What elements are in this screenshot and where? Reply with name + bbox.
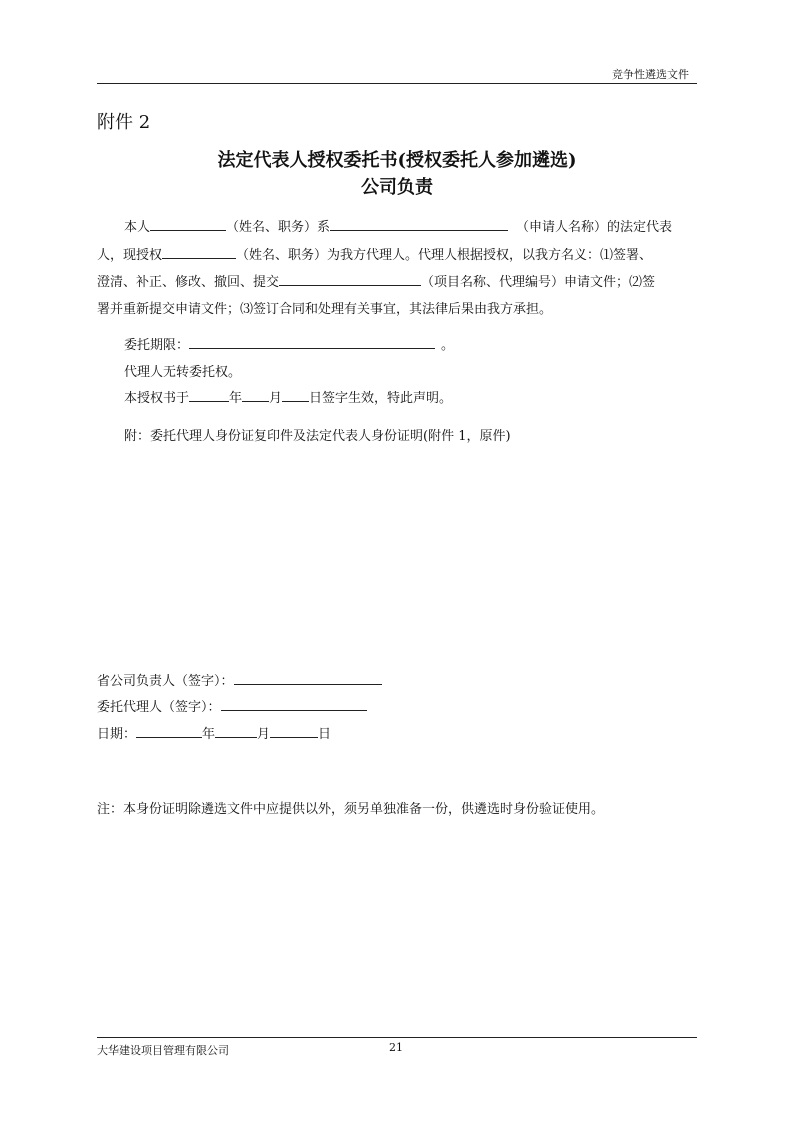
- date-label: 日期：: [97, 727, 137, 742]
- text: 人，现授权: [97, 248, 163, 263]
- project-name-blank: [279, 273, 421, 286]
- date-line: [97, 723, 331, 742]
- footer-rule: [97, 1037, 697, 1038]
- text: 月: [269, 391, 283, 406]
- agent-signature-line: [97, 696, 367, 715]
- no-transfer-line: 代理人无转委托权。: [124, 365, 242, 380]
- attachment-note: 附：委托代理人身份证复印件及法定代表人身份证明(附件 1，原件): [124, 429, 511, 444]
- text: （项目名称、代理编号）申请文件；⑵签: [421, 275, 656, 290]
- head-signature-label: 省公司负责人（签字）：: [97, 674, 234, 689]
- paragraph-line-1: [124, 216, 672, 235]
- text: （申请人名称）的法定代表: [516, 220, 673, 235]
- paragraph-line-3: [97, 271, 655, 290]
- header-rule: [97, 83, 697, 84]
- text: 本授权书于: [124, 391, 190, 406]
- year-blank: [189, 389, 229, 402]
- text: （姓名、职务）系: [226, 220, 331, 235]
- agent-signature-blank: [221, 698, 367, 711]
- date-month-blank: [215, 725, 257, 738]
- date-year-blank: [136, 725, 202, 738]
- attachment-label: 附件 2: [97, 112, 151, 133]
- header-right-text: 竞争性遴选文件: [612, 68, 689, 81]
- footer-company: 大华建设项目管理有限公司: [97, 1044, 229, 1057]
- term-blank: [189, 336, 435, 349]
- head-signature-line: [97, 670, 382, 689]
- page-number: 21: [389, 1041, 403, 1054]
- paragraph-line-4: 署并重新提交申请文件；⑶签订合同和处理有关事宜，其法律后果由我方承担。: [97, 302, 553, 317]
- text: 月: [257, 727, 271, 742]
- document-subtitle: 公司负责: [361, 177, 433, 198]
- footnote: 注：本身份证明除遴选文件中应提供以外，须另单独准备一份，供遴选时身份验证使用。: [97, 802, 605, 817]
- month-blank: [242, 389, 269, 402]
- term-line: [124, 334, 454, 353]
- text: 。: [441, 338, 455, 353]
- text: 日签字生效，特此声明。: [309, 391, 453, 406]
- text: 日: [318, 727, 332, 742]
- text: 年: [229, 391, 243, 406]
- agent-signature-label: 委托代理人（签字）：: [97, 700, 221, 715]
- day-blank: [282, 389, 309, 402]
- applicant-name-blank: [330, 218, 508, 231]
- text: 澄清、补正、修改、撤回、提交: [97, 275, 280, 290]
- paragraph-line-2: [97, 244, 652, 263]
- name-position-blank: [150, 218, 226, 231]
- term-label: 委托期限：: [124, 338, 190, 353]
- text: 本人: [124, 220, 151, 235]
- effective-line: [124, 387, 452, 406]
- date-day-blank: [270, 725, 318, 738]
- text: （姓名、职务）为我方代理人。代理人根据授权，以我方名义：⑴签署、: [236, 248, 653, 263]
- agent-name-blank: [162, 246, 236, 259]
- text: 年: [202, 727, 216, 742]
- document-title: 法定代表人授权委托书(授权委托人参加遴选): [217, 150, 577, 171]
- head-signature-blank: [234, 672, 382, 685]
